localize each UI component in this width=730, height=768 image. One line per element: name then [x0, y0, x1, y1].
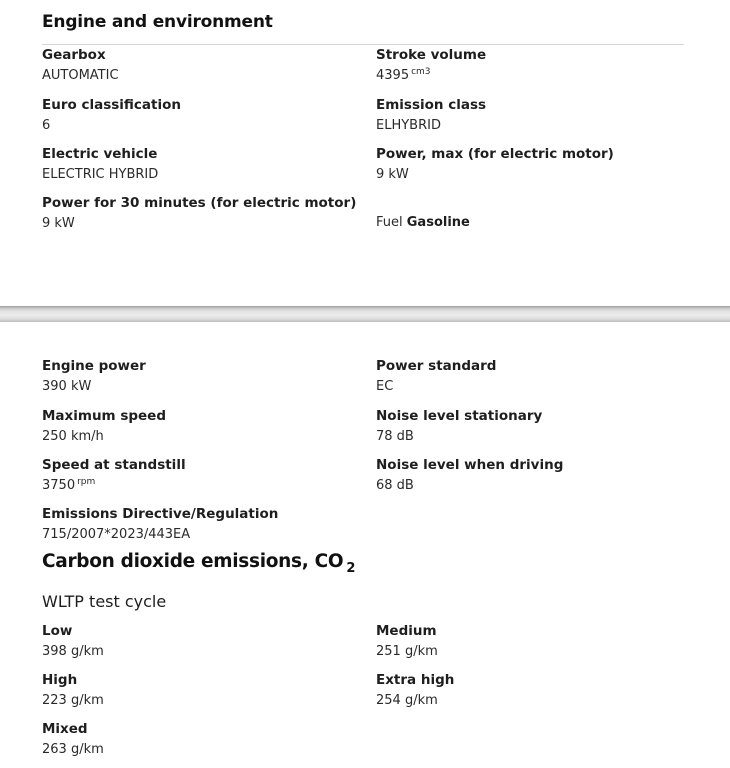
field-emissions-directive [42, 505, 362, 544]
power-max-electric-label: Power, max (for electric motor) [376, 146, 614, 162]
fuel-label: Fuel [376, 215, 403, 230]
co2-high-value: 223 g/km [42, 693, 104, 708]
speed-at-standstill-value: 3750 [42, 478, 76, 493]
field-maximum-speed [42, 407, 362, 446]
section-title-divider [42, 44, 684, 45]
field-emission-class [376, 96, 696, 135]
co2-mixed-value: 263 g/km [42, 742, 104, 757]
field-gearbox [42, 46, 362, 85]
field-power-max-electric [376, 145, 696, 184]
gearbox-value: AUTOMATIC [42, 68, 119, 83]
section-title-engine-environment: Engine and environment [42, 12, 273, 32]
co2-mixed-label: Mixed [42, 721, 88, 737]
field-noise-driving [376, 456, 696, 495]
co2-medium-label: Medium [376, 623, 437, 639]
field-electric-vehicle [42, 145, 362, 184]
fuel-value: Gasoline [406, 215, 470, 230]
power-30min-electric-value: 9 kW [42, 216, 75, 231]
emissions-directive-label: Emissions Directive/Regulation [42, 506, 279, 522]
stroke-volume-label: Stroke volume [376, 47, 487, 63]
field-engine-power [42, 357, 362, 396]
engine-power-label: Engine power [42, 358, 146, 374]
electric-vehicle-label: Electric vehicle [42, 146, 158, 162]
field-co2-low [42, 622, 362, 661]
field-power-30min-electric [42, 194, 362, 233]
co2-extra-high-label: Extra high [376, 672, 455, 688]
co2-extra-high-value: 254 g/km [376, 693, 438, 708]
co2-low-label: Low [42, 623, 73, 639]
electric-vehicle-value: ELECTRIC HYBRID [42, 167, 159, 182]
noise-driving-label: Noise level when driving [376, 457, 564, 473]
field-power-standard [376, 357, 696, 396]
emission-class-label: Emission class [376, 97, 487, 113]
page-break-divider [0, 306, 730, 322]
speed-at-standstill-value-line [42, 477, 362, 495]
section-title-co2-emissions [42, 551, 355, 576]
field-speed-at-standstill [42, 456, 362, 495]
gearbox-label: Gearbox [42, 47, 106, 63]
stroke-volume-value-line [376, 67, 696, 85]
emission-class-value: ELHYBRID [376, 118, 441, 133]
speed-at-standstill-label: Speed at standstill [42, 457, 186, 473]
power-max-electric-value: 9 kW [376, 167, 409, 182]
stroke-volume-unit: cm3 [411, 66, 431, 77]
field-co2-extra-high [376, 671, 696, 710]
co2-low-value: 398 g/km [42, 644, 104, 659]
field-co2-high [42, 671, 362, 710]
power-30min-electric-label: Power for 30 minutes (for electric motor) [42, 195, 357, 211]
noise-driving-value: 68 dB [376, 478, 414, 493]
noise-stationary-label: Noise level stationary [376, 408, 543, 424]
co2-high-label: High [42, 672, 78, 688]
maximum-speed-value: 250 km/h [42, 429, 104, 444]
field-noise-stationary [376, 407, 696, 446]
stroke-volume-value: 4395 [376, 68, 410, 83]
engine-power-value: 390 kW [42, 379, 92, 394]
noise-stationary-value: 78 dB [376, 429, 414, 444]
euro-classification-label: Euro classification [42, 97, 181, 113]
maximum-speed-label: Maximum speed [42, 408, 166, 424]
field-fuel [376, 214, 470, 232]
speed-at-standstill-unit: rpm [77, 476, 96, 487]
co2-title-subscript: 2 [346, 560, 356, 576]
field-co2-mixed [42, 720, 362, 759]
co2-medium-value: 251 g/km [376, 644, 438, 659]
co2-title-text: Carbon dioxide emissions, CO [42, 551, 344, 572]
power-standard-label: Power standard [376, 358, 497, 374]
power-standard-value: EC [376, 379, 394, 394]
field-euro-classification [42, 96, 362, 135]
test-cycle-heading: WLTP test cycle [42, 592, 167, 611]
field-co2-medium [376, 622, 696, 661]
euro-classification-value: 6 [42, 118, 51, 133]
emissions-directive-value: 715/2007*2023/443EA [42, 527, 191, 542]
field-stroke-volume [376, 46, 696, 85]
